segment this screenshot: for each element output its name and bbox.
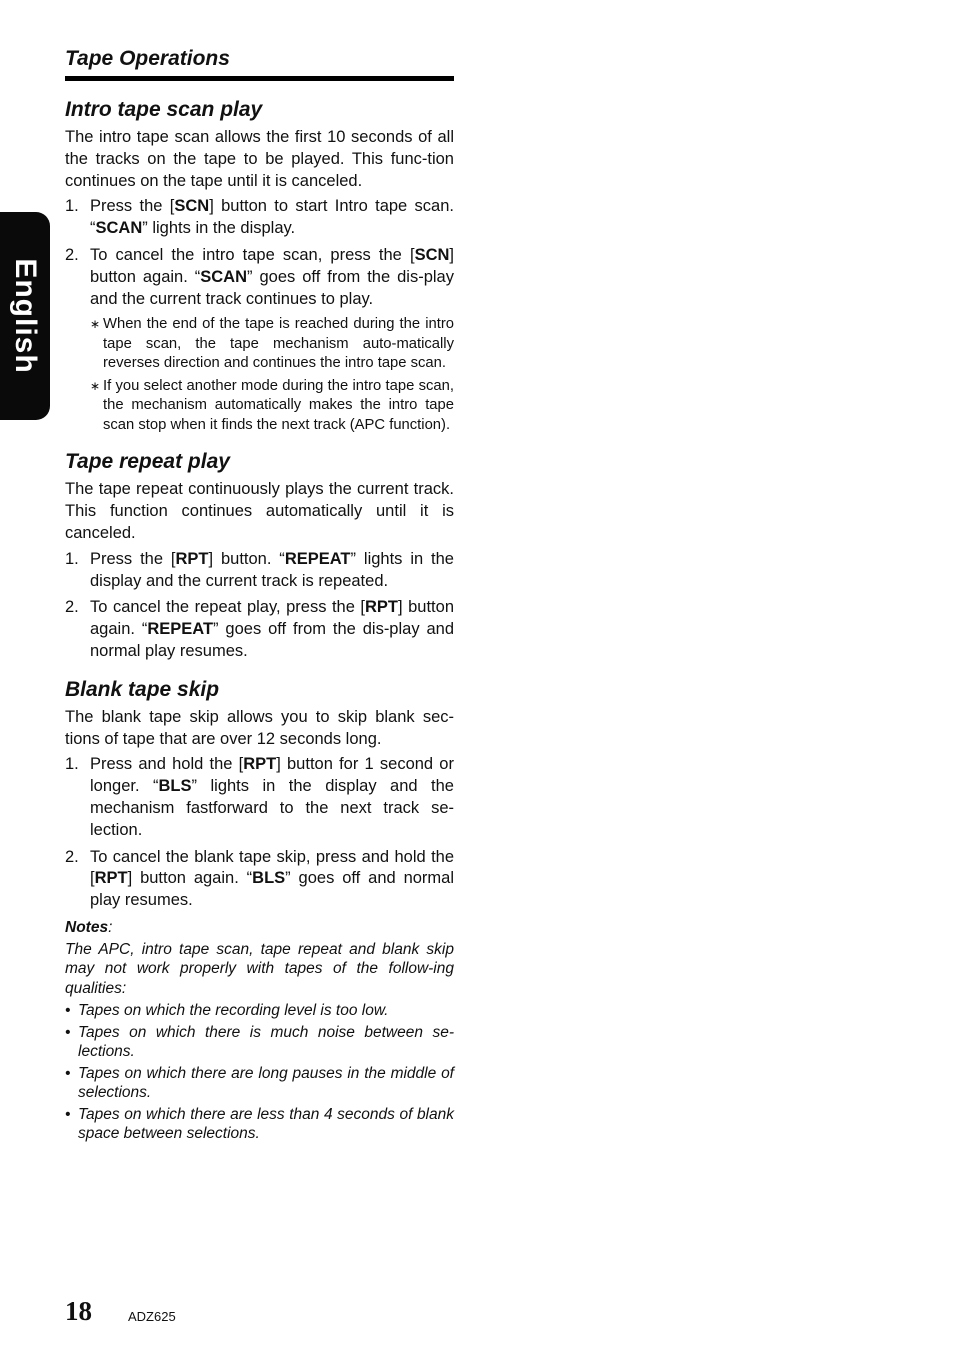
notes-item: • Tapes on which the recording level is too low.: [65, 1002, 389, 1020]
repeat-step-2: 2. To cancel the repeat play, press the [RPT] button again. “REPEAT” goes off from the dis-play and normal play resumes.: [65, 598, 454, 660]
asterisk-icon: ∗: [90, 378, 101, 393]
language-tab: [0, 212, 50, 420]
repeat-body: The tape repeat continuously plays the current track. This function continues automatically until it is canceled.: [65, 480, 454, 542]
notes-intro: The APC, intro tape scan, tape repeat and blank skip may not work properly with tapes of the follow-ing qualities:: [65, 940, 454, 997]
blank-steps: [65, 754, 454, 912]
content-column: [65, 44, 454, 1146]
blank-step-2: 2. To cancel the blank tape skip, press and hold the [RPT] button again. “BLS” goes off and normal play resumes.: [65, 847, 454, 910]
bullet-icon: •: [65, 1064, 71, 1082]
bullet-icon: •: [65, 1002, 71, 1020]
intro-note-1: ∗ When the end of the tape is reached during the intro tape scan, the tape mechanism auto-matically reverses direction and continues the intro tape scan.: [90, 316, 454, 372]
intro-steps: [65, 196, 454, 310]
intro-body: The intro tape scan allows the first 10 seconds of all the tracks on the tape to be played. This func-tion continues on the tape until it is canceled.: [65, 128, 454, 190]
blank-body: The blank tape skip allows you to skip blank sec-tions of tape that are over 12 seconds long.: [65, 707, 454, 748]
notes-item: • Tapes on which there is much noise between se-lections.: [65, 1023, 454, 1061]
repeat-steps: [65, 549, 454, 663]
notes-item: • Tapes on which there are less than 4 seconds of blank space between selections.: [65, 1105, 454, 1143]
repeat-step-1: 1. Press the [RPT] button. “REPEAT” lights in the display and the current track is repeated.: [65, 549, 454, 590]
heading-intro-scan: Intro tape scan play: [65, 98, 263, 121]
blank-step-1: 1. Press and hold the [RPT] button for 1 second or longer. “BLS” lights in the display and the mechanism fastforward to the next track se-lection.: [65, 755, 454, 839]
notes-list: [65, 1001, 454, 1144]
heading-blank-skip: Blank tape skip: [65, 677, 220, 701]
language-tab-label: English: [9, 258, 42, 374]
intro-notes: [90, 315, 454, 435]
model-number: ADZ625: [128, 1309, 176, 1324]
heading-tape-repeat: Tape repeat play: [65, 450, 230, 474]
bullet-icon: •: [65, 1105, 71, 1123]
bullet-icon: •: [65, 1023, 71, 1041]
notes-title: Notes:: [65, 918, 113, 936]
asterisk-icon: ∗: [90, 317, 101, 332]
intro-step-2: 2. To cancel the intro tape scan, press the [SCN] button again. “SCAN” goes off from the dis-play and the current track continues to play.: [65, 245, 454, 308]
notes-item: • Tapes on which there are long pauses in the middle of selections.: [65, 1064, 454, 1102]
intro-step-1: 1. Press the [SCN] button to start Intro tape scan. “SCAN” lights in the display.: [65, 197, 454, 238]
intro-note-2: ∗ If you select another mode during the intro tape scan, the mechanism automatically makes the intro tape scan stop when it finds the next track (APC function).: [90, 377, 454, 433]
section-title: Tape Operations: [65, 47, 230, 70]
page-number: 18: [65, 1296, 92, 1326]
section-rule: [65, 76, 454, 81]
